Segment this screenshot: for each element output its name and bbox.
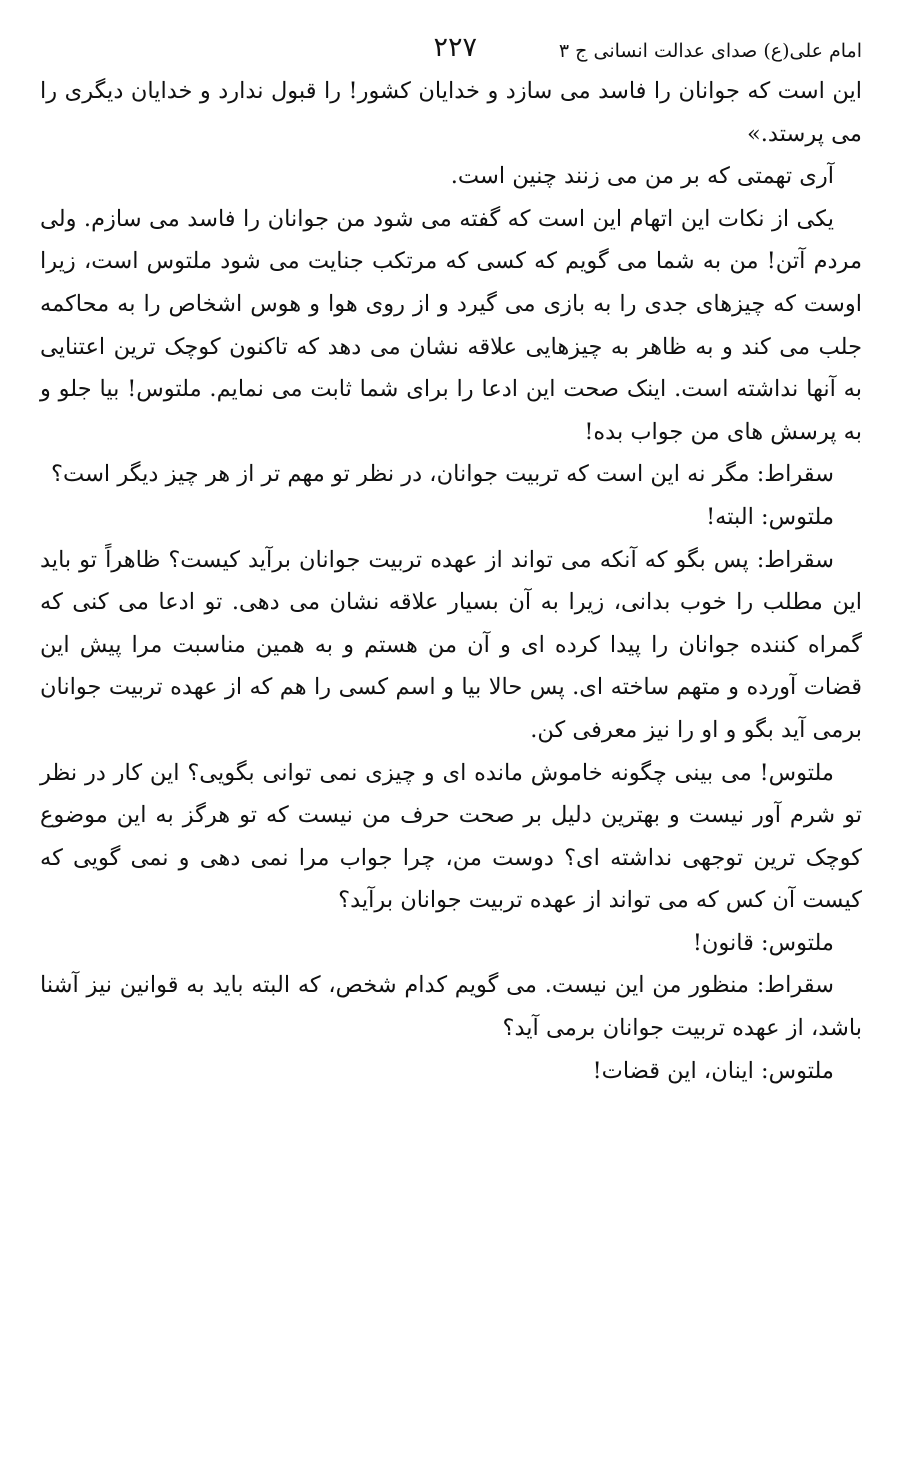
paragraph: سقراط: پس بگو که آنکه می تواند از عهده تربیت جوانان برآید کیست؟ ظاهراً تو باید این مطلب را خوب بدانی، زیرا به آن بسیار علاقه نشان می دهی. تو ادعا می کنی که گمراه کننده جوانان را پیدا کرده ای و آن من هستم و به همین مناسبت مرا پیش این قضات آورده و متهم ساخته ای. پس حالا بیا و اسم کسی را هم که از عهده تربیت جوانان برمی آید بگو و او را نیز معرفی کن.: [40, 546, 862, 743]
paragraph: سقراط: مگر نه این است که تربیت جوانان، در نظر تو مهم تر از هر چیز دیگر است؟: [51, 461, 834, 488]
body-text: [40, 70, 862, 1092]
running-title: امام علی(ع) صدای عدالت انسانی ج ۳: [558, 40, 862, 62]
paragraph: سقراط: منظور من این نیست. می گویم کدام شخص، که البته باید به قوانین نیز آشنا باشد، از عهده تربیت جوانان برمی آید؟: [40, 972, 862, 1042]
paragraph: آری تهمتی که بر من می زنند چنین است.: [450, 163, 834, 190]
paragraph: این است که جوانان را فاسد می سازد و خدایان کشور! را قبول ندارد و خدایان دیگری را می پرستد.»: [40, 78, 862, 147]
page-header: [40, 30, 862, 70]
paragraph: ملتوس! می بینی چگونه خاموش مانده ای و چیزی نمی توانی بگویی؟ این کار در نظر تو شرم آور نیست و بهترین دلیل بر صحت حرف من نیست که تو هرگز به این موضوع کوچک ترین توجهی نداشته ای؟ دوست من، چرا جواب مرا نمی دهی و نمی گویی که کیست آن کس که می تواند از عهده تربیت جوانان برآید؟: [40, 759, 862, 914]
paragraph: یکی از نکات این اتهام این است که گفته می شود من جوانان را فاسد می سازم. ولی مردم آتن! من به شما می گویم که کسی که مرتکب جنایت می شود ملتوس است، زیرا اوست که چیزهای جدی را به بازی می گیرد و از روی هوا و هوس اشخاص را به محاکمه جلب می کند و به ظاهر به چیزهایی علاقه نشان می دهد که تاکنون کوچک ترین اعتنایی به آنها نداشته است. اینک صحت این ادعا را برای شما ثابت می نمایم. ملتوس! بیا جلو و به پرسش های من جواب بده!: [40, 205, 862, 445]
paragraph: ملتوس: قانون!: [692, 929, 834, 956]
paragraph: ملتوس: اینان، این قضات!: [592, 1057, 834, 1084]
paragraph: ملتوس: البته!: [706, 503, 834, 530]
book-page: [40, 30, 862, 1092]
page-number: ۲۲۷: [433, 32, 477, 63]
